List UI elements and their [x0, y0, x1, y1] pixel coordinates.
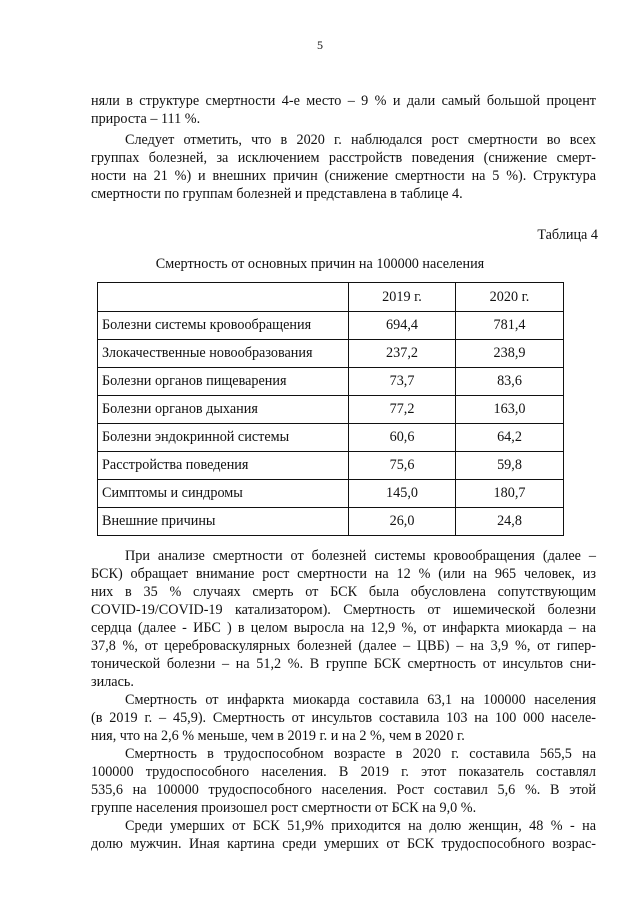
cause-cell: Болезни системы кровообращения — [98, 312, 349, 340]
text-line: сердца (далее - ИБС ) в целом выросла на 12,9 %, от инфаркта миокарда – на — [91, 620, 596, 636]
table-row — [98, 452, 564, 480]
table-title: Смертность от основных причин на 100000 населения — [155, 256, 485, 272]
text-line: группах болезней, за исключением расстройств поведения (снижение смерт- — [91, 150, 596, 166]
cause-cell: Злокачественные новообразования — [98, 340, 349, 368]
table-row — [98, 396, 564, 424]
text-line: долю мужчин. Иная картина среди умерших от БСК трудоспособного возрас- — [91, 836, 596, 852]
text-line: Смертность от инфаркта миокарда составила 63,1 на 100000 населения — [125, 692, 596, 708]
value-2019-cell: 77,2 — [349, 396, 456, 424]
header-2020: 2020 г. — [456, 283, 564, 312]
text-line: БСК) обращает внимание рост смертности на 12 % (или на 965 человек, из — [91, 566, 596, 582]
table-row — [98, 312, 564, 340]
table-row — [98, 340, 564, 368]
value-2020-cell: 163,0 — [456, 396, 564, 424]
cause-cell: Болезни эндокринной системы — [98, 424, 349, 452]
text-line: группе населения произошел рост смертности от БСК на 9,0 %. — [91, 800, 477, 816]
text-line: прироста – 111 %. — [91, 111, 201, 127]
mortality-table — [97, 282, 564, 536]
value-2020-cell: 64,2 — [456, 424, 564, 452]
table-row — [98, 368, 564, 396]
value-2019-cell: 73,7 — [349, 368, 456, 396]
text-line: ности на 21 %) и внешних причин (снижение смертности на 5 %). Структура — [91, 168, 596, 184]
value-2020-cell: 59,8 — [456, 452, 564, 480]
table-row — [98, 480, 564, 508]
text-line: ния, что на 2,6 % меньше, чем в 2019 г. и на 2 %, чем в 2020 г. — [91, 728, 465, 744]
value-2019-cell: 26,0 — [349, 508, 456, 536]
cause-cell: Внешние причины — [98, 508, 349, 536]
cause-cell: Расстройства поведения — [98, 452, 349, 480]
text-line: няли в структуре смертности 4-е место – 9 % и дали самый большой процент — [91, 93, 596, 109]
text-line: тонической болезни – на 51,2 %. В группе БСК смертность от инсультов сни- — [91, 656, 596, 672]
header-cause — [98, 283, 349, 312]
header-2019: 2019 г. — [349, 283, 456, 312]
cause-cell: Болезни органов пищеварения — [98, 368, 349, 396]
value-2019-cell: 75,6 — [349, 452, 456, 480]
text-line: 37,8 %, от цереброваскулярных болезней (далее – ЦВБ) – на 3,9 %, от гипер- — [91, 638, 596, 654]
text-line: зилась. — [91, 674, 134, 690]
value-2020-cell: 83,6 — [456, 368, 564, 396]
value-2020-cell: 24,8 — [456, 508, 564, 536]
table-row — [98, 424, 564, 452]
value-2020-cell: 180,7 — [456, 480, 564, 508]
cause-cell: Симптомы и синдромы — [98, 480, 349, 508]
text-line: 100000 трудоспособного населения. В 2019 г. этот показатель составлял — [91, 764, 596, 780]
page-number: 5 — [317, 38, 323, 52]
value-2020-cell: 238,9 — [456, 340, 564, 368]
value-2020-cell: 781,4 — [456, 312, 564, 340]
text-line: Смертность в трудоспособном возрасте в 2020 г. составила 565,5 на — [125, 746, 596, 762]
text-line: 535,6 на 100000 трудоспособного населения. Рост составил 5,6 %. В этой — [91, 782, 596, 798]
working-age-paragraph — [91, 745, 596, 817]
value-2019-cell: 145,0 — [349, 480, 456, 508]
text-line: Среди умерших от БСК 51,9% приходится на долю женщин, 48 % - на — [125, 818, 596, 834]
table-row — [98, 508, 564, 536]
text-line: COVID-19/COVID-19 катализатором). Смертность от ишемической болезни — [91, 602, 596, 618]
infarction-paragraph — [91, 691, 596, 745]
table-label: Таблица 4 — [537, 227, 598, 243]
text-line: При анализе смертности от болезней системы кровообращения (далее – — [125, 548, 596, 564]
cause-cell: Болезни органов дыхания — [98, 396, 349, 424]
value-2019-cell: 237,2 — [349, 340, 456, 368]
text-line: (в 2019 г. – 45,9). Смертность от инсультов составила 103 на 100 000 населе- — [91, 710, 596, 726]
bsk-paragraph — [91, 547, 596, 691]
gender-paragraph — [91, 817, 596, 853]
value-2019-cell: 60,6 — [349, 424, 456, 452]
text-line: Следует отметить, что в 2020 г. наблюдался рост смертности во всех — [125, 132, 596, 148]
value-2019-cell: 694,4 — [349, 312, 456, 340]
text-line: них в 35 % случаях смерть от БСК была обусловлена сопутствующим — [91, 584, 596, 600]
growth-paragraph — [91, 131, 596, 203]
intro-paragraph — [91, 92, 596, 128]
text-line: смертности по группам болезней и представлена в таблице 4. — [91, 186, 463, 202]
table-header-row — [98, 283, 564, 312]
